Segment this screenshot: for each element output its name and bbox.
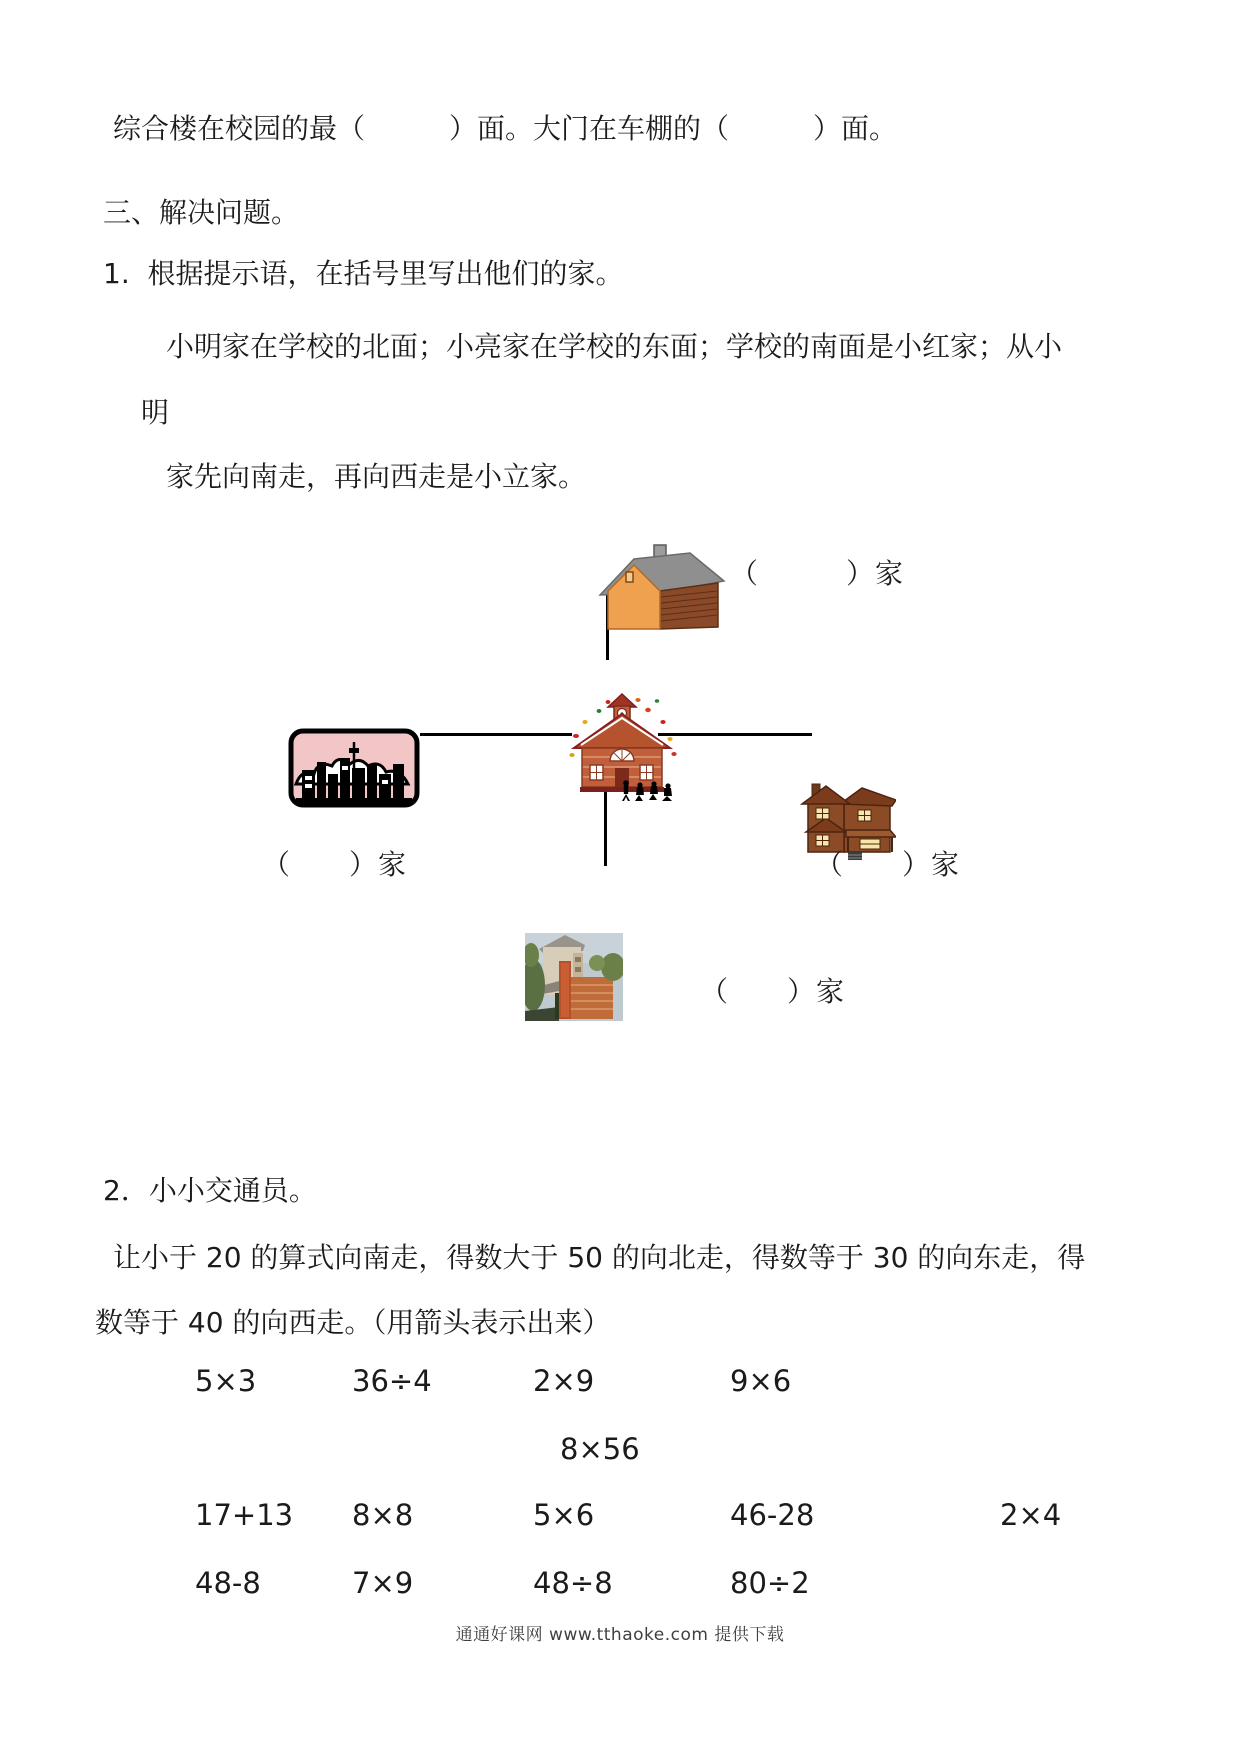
question1-heading: 1. 根据提示语，在括号里写出他们的家。 xyxy=(103,257,624,290)
expression: 9×6 xyxy=(730,1364,792,1398)
south-house-photo xyxy=(525,895,623,983)
expression: 5×6 xyxy=(533,1498,595,1532)
expression: 8×56 xyxy=(560,1432,640,1466)
label-north-home: （ ）家 xyxy=(730,557,905,590)
school-icon xyxy=(568,653,693,767)
label-west-home: （ ）家 xyxy=(262,848,408,881)
expression: 36÷4 xyxy=(352,1364,432,1398)
label-east-home: （ ）家 xyxy=(815,848,961,881)
expression: 48÷8 xyxy=(533,1566,613,1600)
east-house-icon xyxy=(800,742,896,824)
expression: 17+13 xyxy=(195,1498,294,1532)
question2-line2: 数等于 40 的向西走。（用箭头表示出来） xyxy=(95,1306,611,1339)
question1-hint-line1: 小明家在学校的北面；小亮家在学校的东面；学校的南面是小红家；从小 xyxy=(166,330,1063,363)
footer-watermark: 通通好课网 www.tthaoke.com 提供下载 xyxy=(455,1625,785,1645)
question2-heading: 2．小小交通员。 xyxy=(103,1174,317,1207)
west-city-sign-icon xyxy=(288,690,420,770)
expression: 80÷2 xyxy=(730,1566,810,1600)
expression: 7×9 xyxy=(352,1566,414,1600)
expression: 2×9 xyxy=(533,1364,595,1398)
section-heading: 三、解决问题。 xyxy=(103,196,300,229)
expression: 48-8 xyxy=(195,1566,261,1600)
fill-blank-sentence: 综合楼在校园的最（ ）面。大门在车棚的（ ）面。 xyxy=(113,112,898,145)
expression: 8×8 xyxy=(352,1498,414,1532)
expression: 2×4 xyxy=(1000,1498,1062,1532)
expression: 5×3 xyxy=(195,1364,257,1398)
question1-hint-line3: 家先向南走，再向西走是小立家。 xyxy=(166,460,587,493)
expression: 46-28 xyxy=(730,1498,815,1532)
question2-line1: 让小于 20 的算式向南走，得数大于 50 的向北走，得数等于 30 的向东走，得 xyxy=(113,1241,1086,1274)
label-south-home: （ ）家 xyxy=(700,975,846,1008)
question1-hint-line2: 明 xyxy=(141,396,170,429)
north-house-icon xyxy=(598,503,726,595)
road-line-west xyxy=(420,733,572,736)
